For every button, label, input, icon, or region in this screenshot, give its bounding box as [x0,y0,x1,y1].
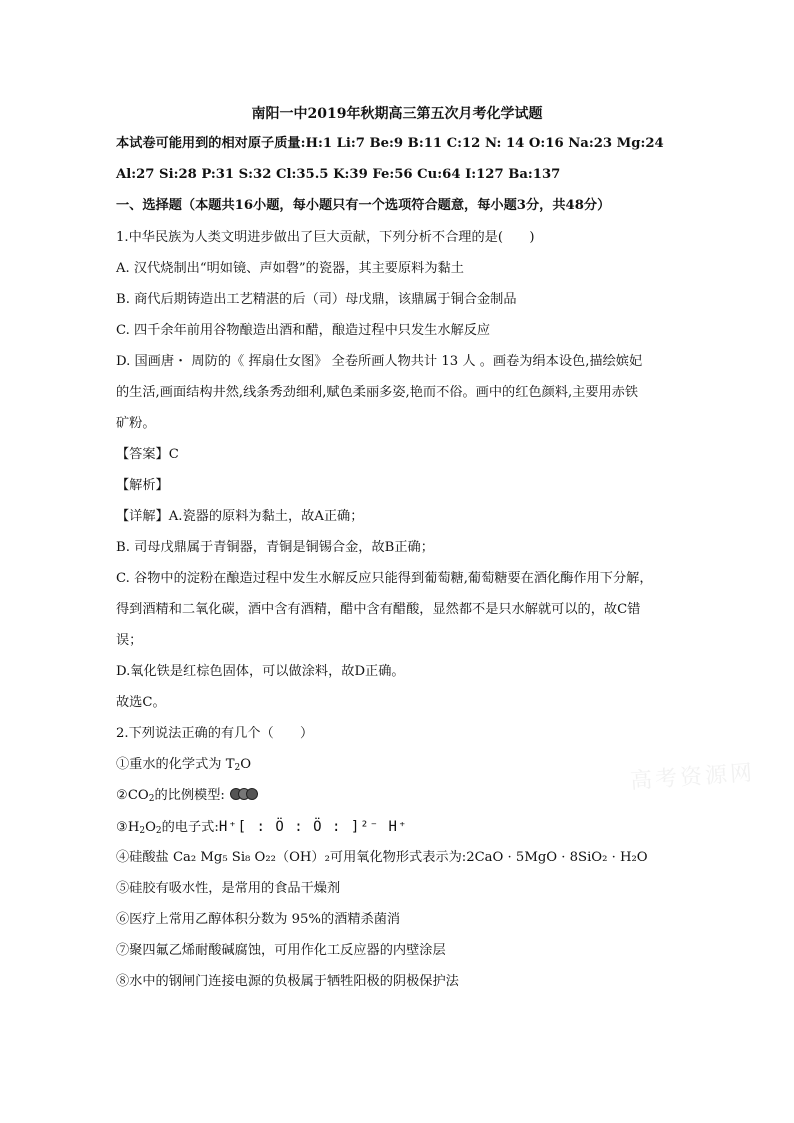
q1-option-d-line-1: D. 国画唐・ 周防的《 挥扇仕女图》 全卷所画人物共计 13 人 。画卷为绢本设色,描绘嫔妃 [116,354,643,369]
q2-item-8: ⑧水中的钢闸门连接电源的负极属于牺牲阳极的阴极保护法 [116,974,459,989]
q1-option-c: C. 四千余年前用谷物酿造出酒和醋，酿造过程中只发生水解反应 [116,323,491,338]
q2-item-4: ④硅酸盐 Ca₂ Mg₅ Si₈ O₂₂（OH）₂可用氧化物形式表示为:2CaO · 5MgO · 8SiO₂ · H₂O [116,850,648,865]
q2-item-2-suffix: 的比例模型: [154,788,225,803]
q2-item-1-subscript: 2 [234,763,241,773]
watermark: 高考资源网 [629,760,756,795]
q2-item-3-prefix: ③H [116,820,140,835]
q1-option-a: A. 汉代烧制出“明如镜、声如磬”的瓷器，其主要原料为黏土 [116,261,464,276]
q2-item-7: ⑦聚四氟乙烯耐酸碱腐蚀，可用作化工反应器的内壁涂层 [116,943,446,958]
q1-detail-line-3: C. 谷物中的淀粉在酿造过程中发生水解反应只能得到葡萄糖,葡萄糖要在酒化酶作用下分解， [116,571,653,586]
q1-stem: 1.中华民族为人类文明进步做出了巨大贡献，下列分析不合理的是( ) [116,230,535,245]
q1-detail-line-6: D.氧化铁是红棕色固体，可以做涂料，故D正确。 [116,664,405,679]
q2-item-3-subscript-1: 2 [139,826,146,836]
q1-option-d-line-3: 矿粉。 [116,416,156,431]
q2-item-2-subscript: 2 [148,794,155,804]
atomic-mass-line-1: 本试卷可能用到的相对原子质量:H:1 Li:7 Be:9 B:11 C:12 N: 14 O:16 Na:23 Mg:24 [116,136,664,151]
q2-item-1-prefix: ①重水的化学式为 T [116,757,235,772]
q1-analysis-label: 【解析】 [116,478,169,493]
h2o2-electron-formula: H⁺[ : Ö : Ö : ]²⁻ H⁺ [218,819,408,835]
q2-item-2-prefix: ②CO [116,788,149,803]
q2-item-3-subscript-2: 2 [155,826,162,836]
q1-detail-line-4: 得到酒精和二氧化碳，酒中含有酒精，醋中含有醋酸，显然都不是只水解就可以的，故C错 [116,602,641,617]
q1-conclusion: 故选C。 [116,695,166,710]
q2-item-1 [116,755,714,778]
co2-ratio-model-icon [229,787,259,801]
q1-detail-line-2: B. 司母戊鼎属于青铜器，青铜是铜锡合金，故B正确； [116,540,434,555]
q2-item-3-suffix: 的电子式: [161,820,219,835]
q2-stem: 2.下列说法正确的有几个（ ） [116,726,314,741]
page-title: 南阳一中2019年秋期高三第五次月考化学试题 [251,106,543,122]
q1-option-b: B. 商代后期铸造出工艺精湛的后（司）母戊鼎，该鼎属于铜合金制品 [116,292,517,307]
q2-item-2 [116,786,714,809]
q1-detail-line-1: 【详解】A.瓷器的原料为黏土，故A正确； [116,509,364,524]
q1-answer: 【答案】C [116,447,179,462]
q2-item-1-suffix: O [240,757,252,772]
q1-option-d-line-2: 的生活,画面结构井然,线条秀劲细利,赋色柔丽多姿,艳而不俗。画中的红色颜料,主要用赤铁 [116,385,639,400]
q1-detail-line-5: 误； [116,633,143,648]
section-heading: 一、选择题（本题共16小题，每小题只有一个选项符合题意，每小题3分，共48分） [116,198,611,213]
q2-item-6: ⑥医疗上常用乙醇体积分数为 95%的酒精杀菌消 [116,912,401,927]
q2-item-3 [116,817,714,841]
atomic-mass-line-2: Al:27 Si:28 P:31 S:32 Cl:35.5 K:39 Fe:56 Cu:64 I:127 Ba:137 [116,167,561,182]
q2-item-3-mid: O [145,820,156,835]
q2-item-5: ⑤硅胶有吸水性，是常用的食品干燥剂 [116,881,341,896]
